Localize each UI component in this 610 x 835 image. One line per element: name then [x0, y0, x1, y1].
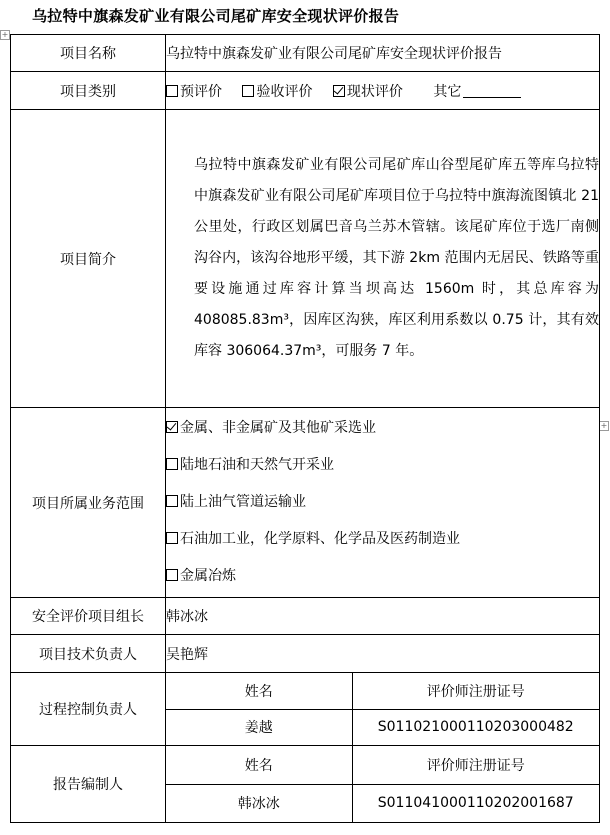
- project-name-value: 乌拉特中旗森发矿业有限公司尾矿库安全现状评价报告: [166, 35, 600, 72]
- business-scope-options: [166, 408, 600, 598]
- checked-checkbox-icon[interactable]: [166, 421, 178, 433]
- process-control-name: 姜越: [166, 709, 352, 745]
- technical-lead-label: 项目技术负责人: [11, 635, 166, 673]
- scope-option-metal-smelting[interactable]: 金属冶炼: [166, 558, 599, 595]
- other-blank-line[interactable]: [463, 84, 521, 98]
- category-option-status-evaluation[interactable]: 现状评价: [333, 84, 403, 100]
- report-compiler-details: [166, 746, 600, 823]
- process-control-details: [166, 673, 600, 746]
- checked-checkbox-icon[interactable]: [333, 85, 345, 97]
- table-move-handle-icon[interactable]: +: [1, 30, 9, 39]
- document-title: 乌拉特中旗森发矿业有限公司尾矿库安全现状评价报告: [32, 7, 400, 25]
- process-control-label: 过程控制负责人: [11, 673, 166, 746]
- process-control-table: [166, 673, 599, 745]
- scope-option-pipeline-transport[interactable]: 陆上油气管道运输业: [166, 484, 599, 521]
- project-intro-text: 乌拉特中旗森发矿业有限公司尾矿库山谷型尾矿库五等库乌拉特中旗森发矿业有限公司尾矿库项目位于乌拉特中旗海流图镇北 21 公里处，行政区划属巴音乌兰苏木管辖。该尾矿库位于选厂南侧沟谷内，该沟谷地形平缓，其下游 2km 范围内无居民、铁路等重要设施通过库容计算当坝高达 1560m 时，其总库容为 408085.83m³，因库区沟狭，库区利用系数以 0.75 计，其有效库容 306064.37m³，可服务 7 年。: [166, 110, 600, 408]
- name-column-header: 姓名: [166, 673, 352, 709]
- cert-column-header: 评价师注册证号: [352, 673, 599, 709]
- scope-option-oil-gas-extraction[interactable]: 陆地石油和天然气开采业: [166, 447, 599, 484]
- category-option-other[interactable]: 其它: [433, 84, 521, 100]
- technical-lead-value: 吴艳辉: [166, 635, 600, 673]
- checkbox-icon[interactable]: [166, 532, 178, 544]
- business-scope-row: [11, 408, 600, 598]
- scope-option-mining[interactable]: 金属、非金属矿及其他矿采选业: [166, 410, 599, 447]
- category-option-acceptance-evaluation[interactable]: 验收评价: [242, 84, 312, 100]
- team-leader-label: 安全评价项目组长: [11, 598, 166, 635]
- team-leader-value: 韩冰冰: [166, 598, 600, 635]
- project-category-label: 项目类别: [11, 72, 166, 110]
- category-option-pre-evaluation[interactable]: 预评价: [166, 84, 222, 100]
- team-leader-row: [11, 598, 600, 635]
- process-control-row: [11, 673, 600, 746]
- checkbox-icon[interactable]: [166, 85, 178, 97]
- process-control-cert: S011021000110203000482: [352, 709, 599, 745]
- checkbox-icon[interactable]: [242, 85, 254, 97]
- cert-column-header: 评价师注册证号: [352, 746, 599, 784]
- report-compiler-label: 报告编制人: [11, 746, 166, 823]
- add-column-handle-icon[interactable]: +: [600, 421, 608, 430]
- report-compiler-table: [166, 746, 599, 822]
- project-name-row: [11, 35, 600, 72]
- project-intro-row: [11, 110, 600, 408]
- checkbox-icon[interactable]: [166, 495, 178, 507]
- project-name-label: 项目名称: [11, 35, 166, 72]
- project-intro-label: 项目简介: [11, 110, 166, 408]
- technical-lead-row: [11, 635, 600, 673]
- evaluation-report-form: [10, 34, 600, 823]
- name-column-header: 姓名: [166, 746, 352, 784]
- project-category-row: [11, 72, 600, 110]
- report-compiler-name: 韩冰冰: [166, 784, 352, 822]
- scope-option-petrochemical[interactable]: 石油加工业，化学原料、化学品及医药制造业: [166, 521, 599, 558]
- checkbox-icon[interactable]: [166, 569, 178, 581]
- report-compiler-row: [11, 746, 600, 823]
- business-scope-label: 项目所属业务范围: [11, 408, 166, 598]
- checkbox-icon[interactable]: [166, 458, 178, 470]
- project-category-options: [166, 72, 600, 110]
- report-compiler-cert: S011041000110202001687: [352, 784, 599, 822]
